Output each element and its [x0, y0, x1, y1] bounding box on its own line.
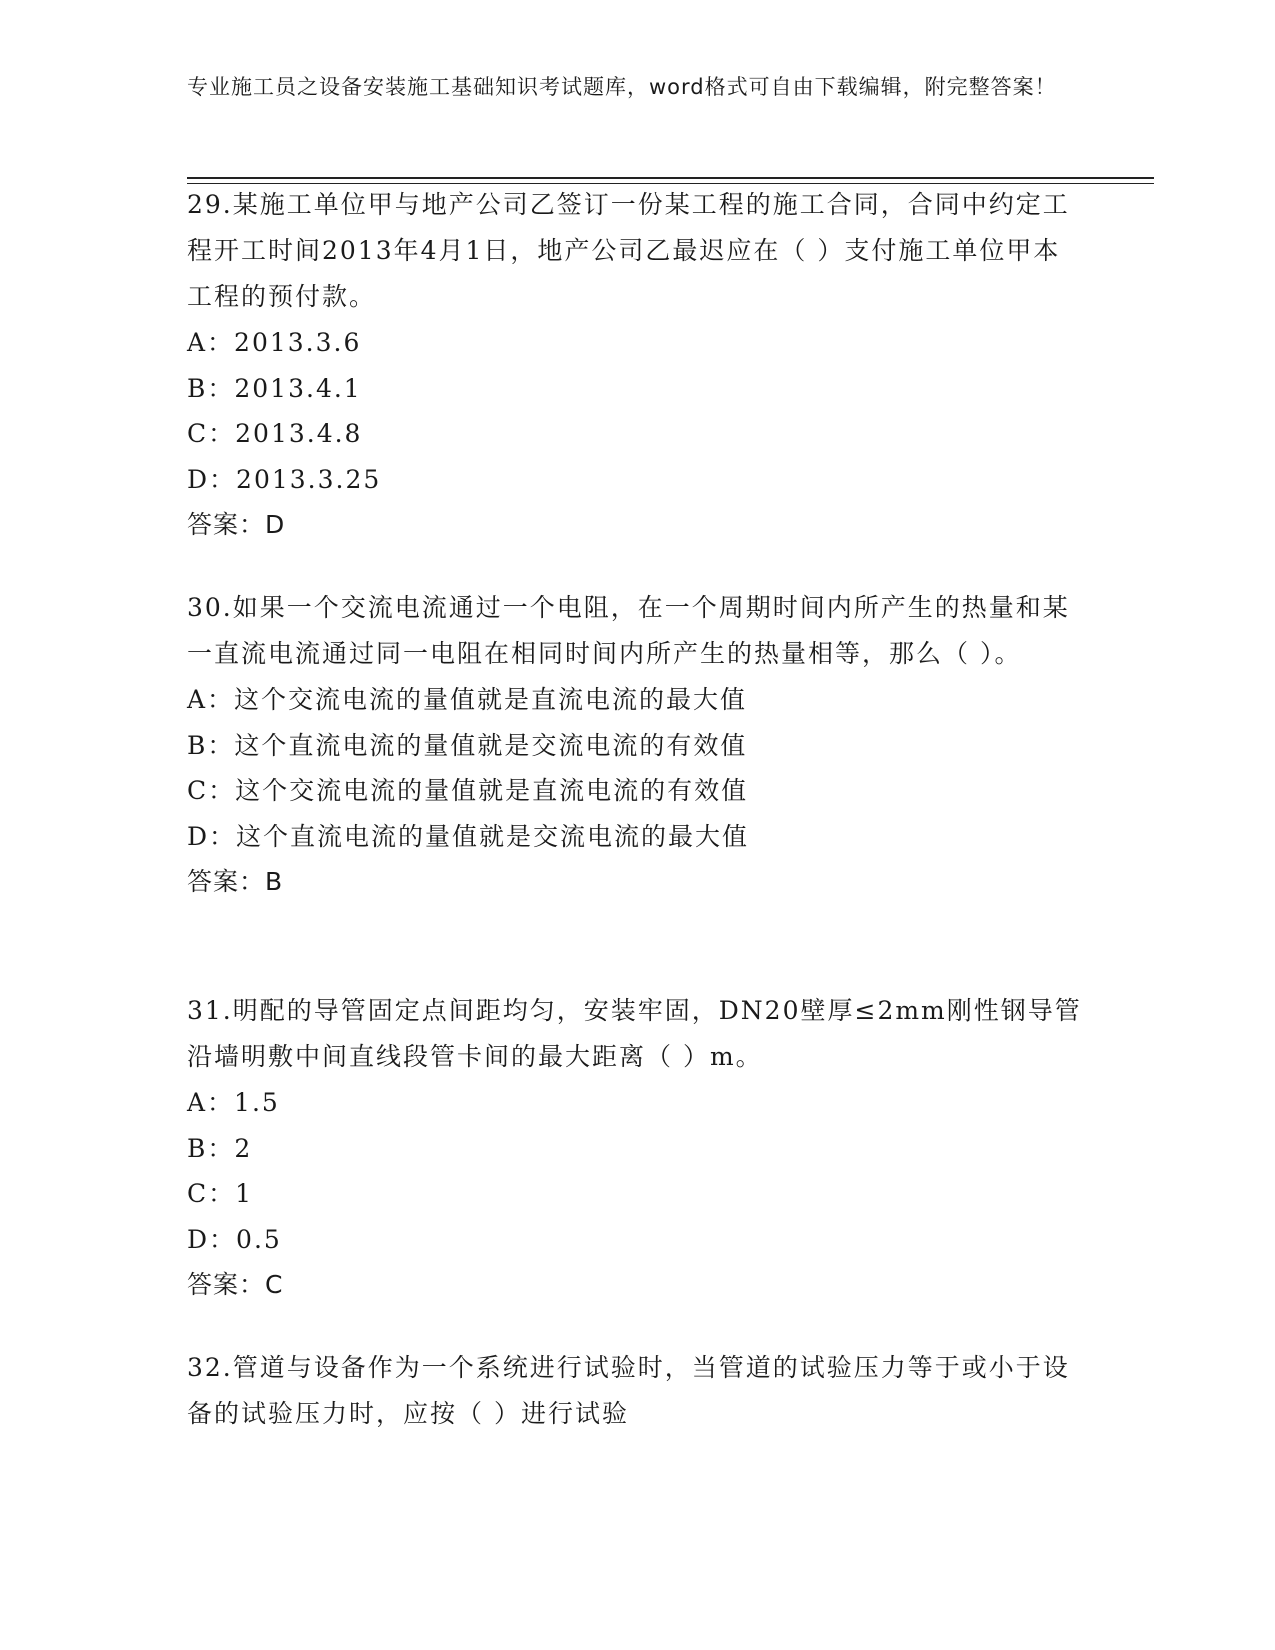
- option-a: A：1.5: [187, 1088, 280, 1117]
- option-b: B：这个直流电流的量值就是交流电流的有效值: [187, 730, 748, 760]
- question-text: 31.明配的导管固定点间距均匀，安装牢固，DN20壁厚≤2mm刚性钢导管沿墙明敷中间直线段管卡间的最大距离（ ）m。: [187, 996, 1082, 1071]
- header-divider: [187, 177, 1154, 179]
- option-d: D：这个直流电流的量值就是交流电流的最大值: [187, 821, 750, 851]
- answer-text: 答案：C: [187, 1270, 284, 1299]
- question-text: 32.管道与设备作为一个系统进行试验时，当管道的试验压力等于或小于设备的试验压力时，应按（ ）进行试验: [187, 1353, 1070, 1428]
- question-text: 30.如果一个交流电流通过一个电阻，在一个周期时间内所产生的热量和某一直流电流通过同一电阻在相同时间内所产生的热量相等，那么（ ）。: [187, 593, 1070, 668]
- option-c: C：这个交流电流的量值就是直流电流的有效值: [187, 776, 749, 805]
- option-c: C：1: [187, 1179, 254, 1208]
- question-32: [187, 1345, 1087, 1437]
- option-b: B：2013.4.1: [187, 373, 362, 403]
- option-a: A：2013.3.6: [187, 328, 362, 357]
- question-29: [187, 182, 1087, 548]
- document-header: [187, 72, 1067, 103]
- option-a: A：这个交流电流的量值就是直流电流的最大值: [187, 685, 748, 714]
- answer-text: 答案：B: [187, 867, 284, 896]
- question-31: [187, 988, 1087, 1308]
- option-c: C：2013.4.8: [187, 419, 363, 448]
- answer-text: 答案：D: [187, 510, 286, 539]
- option-d: D：2013.3.25: [187, 464, 382, 494]
- header-text: 专业施工员之设备安装施工基础知识考试题库，word格式可自由下载编辑，附完整答案！: [187, 75, 1057, 99]
- question-30: [187, 585, 1087, 905]
- question-text: 29.某施工单位甲与地产公司乙签订一份某工程的施工合同，合同中约定工程开工时间2013年4月1日，地产公司乙最迟应在（ ）支付施工单位甲本工程的预付款。: [187, 190, 1070, 311]
- option-b: B：2: [187, 1133, 253, 1163]
- option-d: D：0.5: [187, 1224, 282, 1254]
